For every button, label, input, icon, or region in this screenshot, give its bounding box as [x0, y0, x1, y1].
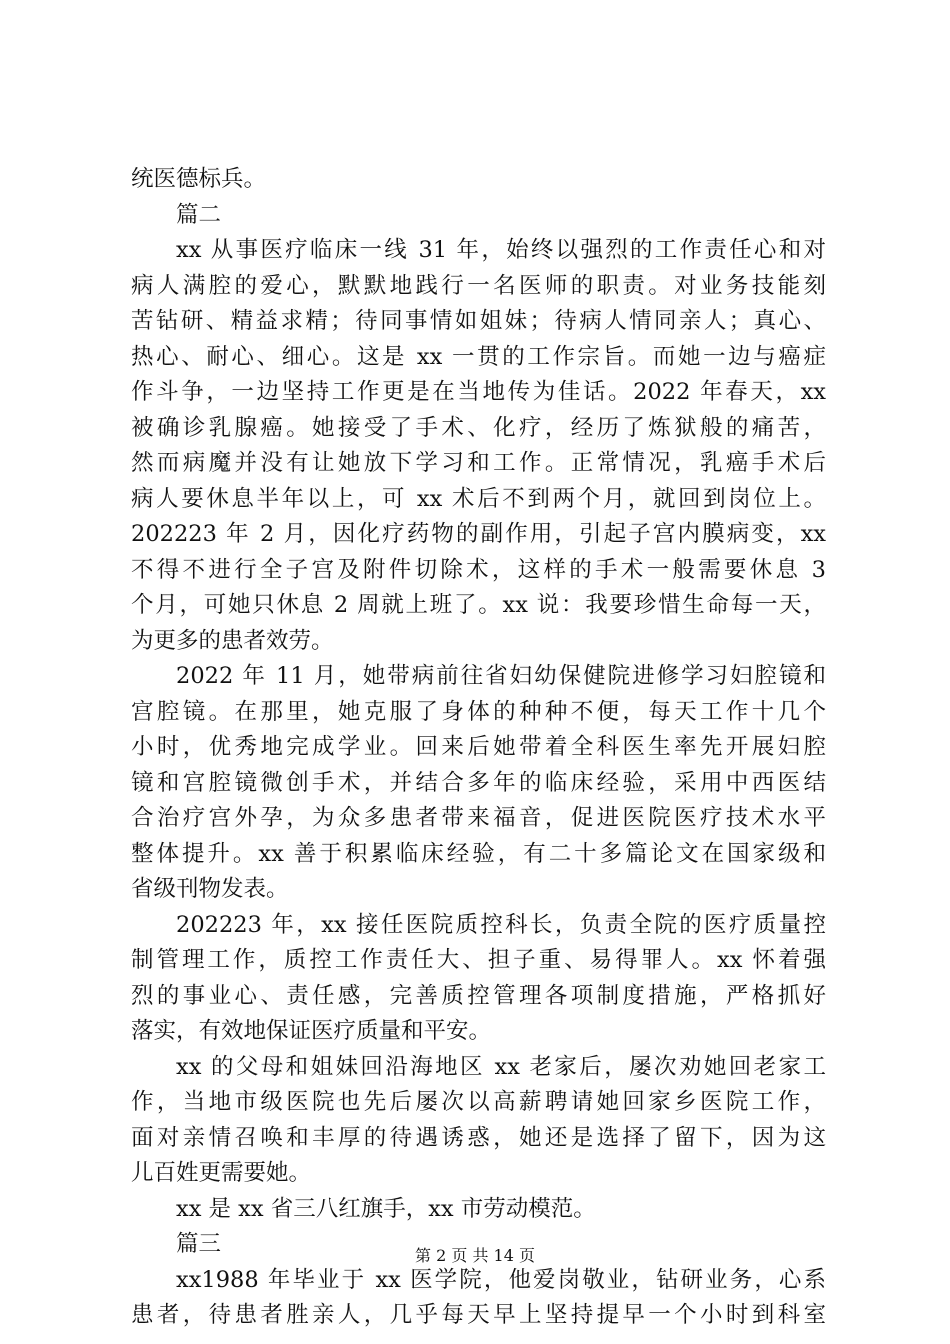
text-line: 镜和宫腔镜微创手术，并结合多年的临床经验，采用中西医结 — [131, 769, 826, 796]
text-line: 患者，待患者胜亲人，几乎每天早上坚持提早一个小时到科室 — [131, 1302, 826, 1328]
text-line: 202223 年 2 月，因化疗药物的副作用，引起子宫内膜病变，xx — [131, 521, 826, 547]
text-line: 被确诊乳腺癌。她接受了手术、化疗，经历了炼狱般的痛苦， — [131, 414, 826, 441]
text-line: 不得不进行全子宫及附件切除术，这样的手术一般需要休息 3 — [131, 556, 826, 583]
text-line: xx1988 年毕业于 xx 医学院，他爱岗敬业，钻研业务，心系 — [176, 1266, 826, 1293]
text-line: 烈的事业心、责任感，完善质控管理各项制度措施，严格抓好 — [131, 982, 826, 1009]
text-line: 个月，可她只休息 2 周就上班了。xx 说：我要珍惜生命每一天， — [131, 592, 826, 618]
text-line: xx 从事医疗临床一线 31 年，始终以强烈的工作责任心和对 — [176, 237, 826, 263]
text-line: 落实，有效地保证医疗质量和平安。 — [131, 1018, 492, 1044]
text-line: 2022 年 11 月，她带病前往省妇幼保健院进修学习妇腔镜和 — [176, 663, 826, 689]
text-line: 合治疗宫外孕，为众多患者带来福音，促进医院医疗技术水平 — [131, 805, 826, 831]
text-line: 作斗争，一边坚持工作更是在当地传为佳话。2022 年春天，xx — [131, 379, 826, 405]
text-line: 篇三 — [176, 1231, 222, 1257]
text-line: 制管理工作，质控工作责任大、担子重、易得罪人。xx 怀着强 — [131, 947, 826, 973]
text-line: 宫腔镜。在那里，她克服了身体的种种不便，每天工作十几个 — [131, 698, 826, 725]
text-line: 病人要休息半年以上，可 xx 术后不到两个月，就回到岗位上。 — [131, 485, 826, 512]
text-line: 然而病魔并没有让她放下学习和工作。正常情况，乳癌手术后 — [131, 450, 826, 476]
page-number-label: 第 2 页 共 14 页 — [415, 1246, 535, 1265]
page-footer — [0, 1243, 950, 1266]
document-body — [131, 162, 826, 1334]
text-line: 统医德标兵。 — [131, 166, 267, 192]
text-line: 为更多的患者效劳。 — [131, 627, 334, 654]
text-line: 病人满腔的爱心，默默地践行一名医师的职责。对业务技能刻 — [131, 272, 826, 299]
text-line: 小时，优秀地完成学业。回来后她带着全科医生率先开展妇腔 — [131, 734, 826, 760]
text-line: xx 是 xx 省三八红旗手，xx 市劳动模范。 — [176, 1195, 596, 1222]
text-line: 202223 年，xx 接任医院质控科长，负责全院的医疗质量控 — [176, 911, 826, 938]
text-line: 热心、耐心、细心。这是 xx 一贯的工作宗旨。而她一边与癌症 — [131, 343, 826, 370]
text-line: 作，当地市级医院也先后屡次以高薪聘请她回家乡医院工作， — [131, 1089, 826, 1115]
text-line: 儿百姓更需要她。 — [131, 1160, 312, 1186]
text-line: xx 的父母和姐妹回沿海地区 xx 老家后，屡次劝她回老家工 — [176, 1053, 826, 1080]
text-line: 苦钻研、精益求精；待同事情如姐妹；待病人情同亲人；真心、 — [131, 308, 826, 334]
text-line: 省级刊物发表。 — [131, 876, 289, 902]
text-line: 篇二 — [176, 201, 222, 228]
text-line: 整体提升。xx 善于积累临床经验，有二十多篇论文在国家级和 — [131, 840, 826, 867]
text-line: 面对亲情召唤和丰厚的待遇诱惑，她还是选择了留下，因为这 — [131, 1124, 826, 1151]
